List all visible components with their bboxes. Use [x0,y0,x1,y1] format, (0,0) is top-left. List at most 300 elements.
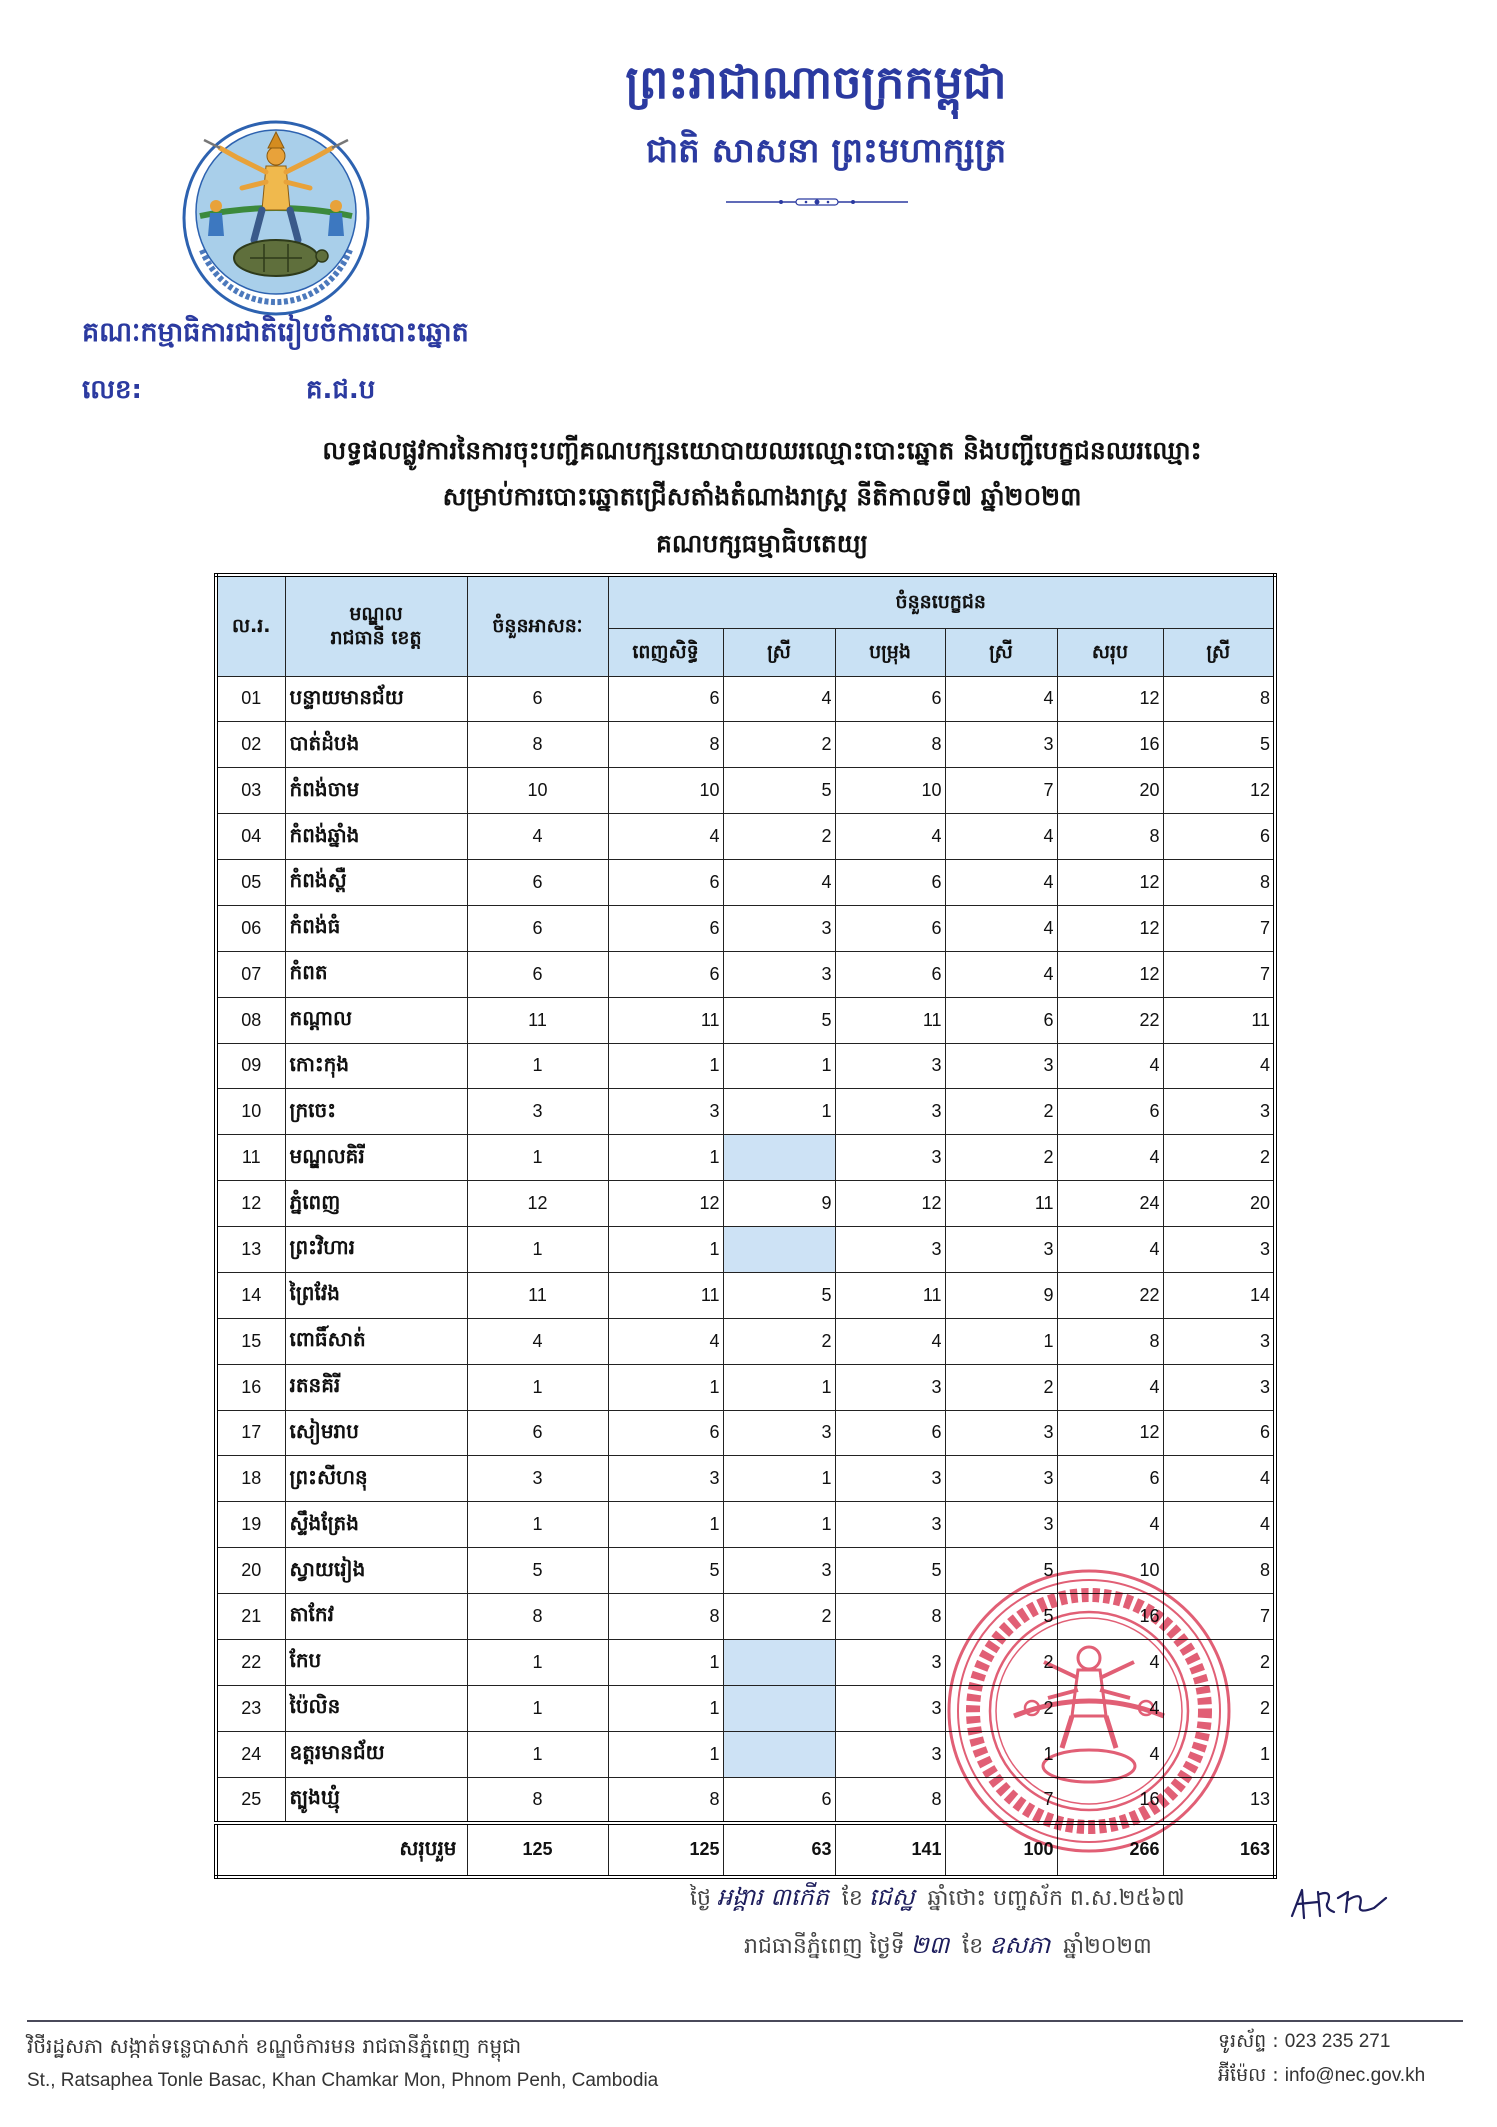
cell-total: 8 [1057,814,1163,860]
cell-reserve: 3 [835,1089,945,1135]
cell-constituency: ព្រះសីហនុ [285,1456,467,1502]
cell-reserve-female: 6 [945,997,1057,1043]
cell-full-female: 1 [723,1364,835,1410]
cell-reserve: 3 [835,1456,945,1502]
cell-full-female: 1 [723,1456,835,1502]
cell-full: 1 [608,1227,723,1273]
cell-full-female: 5 [723,997,835,1043]
table-row [216,1181,1275,1227]
cell-reserve: 6 [835,676,945,722]
cell-full: 1 [608,1502,723,1548]
cell-reserve-female: 4 [945,951,1057,997]
cell-full-female: 2 [723,814,835,860]
cell-seats: 3 [467,1089,608,1135]
cell-reserve-female: 3 [945,1227,1057,1273]
table-row [216,1227,1275,1273]
cell-seats: 6 [467,676,608,722]
lunar-year: ឆ្នាំថោះ បញ្ចស័ក ព.ស.២៥៦៧ [927,1886,1185,1911]
cell-full: 10 [608,768,723,814]
cell-full-female: 4 [723,860,835,906]
cell-constituency: កោះកុង [285,1043,467,1089]
footer-address-english: St., Ratsaphea Tonle Basac, Khan Chamkar Mon, Phnom Penh, Cambodia [27,2070,659,2091]
cell-constituency: ព្រៃវែង [285,1272,467,1318]
cell-constituency: រតនគិរី [285,1364,467,1410]
cell-total-female: 2 [1163,1135,1275,1181]
cell-reserve: 8 [835,1777,945,1823]
cell-reserve-female: 4 [945,814,1057,860]
total-full-female: 63 [723,1823,835,1877]
table-row [216,1364,1275,1410]
header-full: ពេញសិទ្ធិ [608,628,723,676]
cell-number: 25 [216,1777,285,1823]
cell-number: 19 [216,1502,285,1548]
cell-constituency: បន្ទាយមានជ័យ [285,676,467,722]
cell-full: 1 [608,1685,723,1731]
cell-total-female: 8 [1163,1548,1275,1594]
cell-total: 4 [1057,1364,1163,1410]
table-row [216,1777,1275,1823]
cell-reserve-female: 3 [945,1043,1057,1089]
header-full-female: ស្រី [723,628,835,676]
cell-total: 4 [1057,1731,1163,1777]
cell-number: 16 [216,1364,285,1410]
document-title-line2: សម្រាប់ការបោះឆ្នោតជ្រើសតាំងតំណាងរាស្ត្រ នីតិកាលទី៧ ឆ្នាំ២០២៣ [442,482,1082,511]
table-row [216,1410,1275,1456]
cell-number: 04 [216,814,285,860]
cell-total: 12 [1057,676,1163,722]
cell-seats: 1 [467,1502,608,1548]
cell-total: 10 [1057,1548,1163,1594]
cell-number: 23 [216,1685,285,1731]
header-candidates: ចំនួនបេក្ខជន [608,575,1275,628]
cell-constituency: ត្បូងឃ្មុំ [285,1777,467,1823]
signature-icon [1288,1882,1392,1926]
cell-full-female: 3 [723,905,835,951]
cell-full: 11 [608,997,723,1043]
cell-constituency: ឧត្តរមានជ័យ [285,1731,467,1777]
cell-total-female: 11 [1163,997,1275,1043]
table-row [216,1502,1275,1548]
cell-total-female: 12 [1163,768,1275,814]
cell-number: 03 [216,768,285,814]
cell-number: 11 [216,1135,285,1181]
table-row [216,951,1275,997]
footer-email [1218,2060,1425,2091]
cell-seats: 4 [467,1318,608,1364]
cell-total: 12 [1057,860,1163,906]
cell-full-female: 5 [723,768,835,814]
cell-total-female: 3 [1163,1318,1275,1364]
header-reserve-female: ស្រី [945,628,1057,676]
cell-reserve-female: 4 [945,860,1057,906]
cell-total: 12 [1057,905,1163,951]
cell-full-female: 3 [723,1410,835,1456]
header-seats: ចំនួនអាសនៈ [467,575,608,676]
cell-reserve-female: 1 [945,1318,1057,1364]
national-motto: ជាតិ សាសនា ព្រះមហាក្សត្រ [645,131,1007,171]
cell-total: 24 [1057,1181,1163,1227]
cell-constituency: ប៉ៃលិន [285,1685,467,1731]
cell-total: 12 [1057,1410,1163,1456]
cell-seats: 6 [467,905,608,951]
cell-total: 16 [1057,722,1163,768]
table-row [216,1272,1275,1318]
cell-reserve-female: 2 [945,1135,1057,1181]
table-row [216,905,1275,951]
lunar-day-prefix: ថ្ងៃ [690,1886,711,1911]
cell-constituency: កំពង់ស្ពឺ [285,860,467,906]
cell-constituency: កំពង់ធំ [285,905,467,951]
document-title-line1: លទ្ធផលផ្លូវការនៃការចុះបញ្ជីគណបក្សនយោបាយឈរឈ្មោះបោះឆ្នោត និងបញ្ជីបេក្ខជនឈរឈ្មោះ [322,436,1202,465]
cell-total-female: 3 [1163,1227,1275,1273]
cell-total-female: 6 [1163,1410,1275,1456]
cell-full-female: 1 [723,1502,835,1548]
cell-total: 4 [1057,1502,1163,1548]
cell-reserve-female: 2 [945,1364,1057,1410]
cell-number: 07 [216,951,285,997]
cell-reserve-female: 3 [945,1410,1057,1456]
cell-number: 10 [216,1089,285,1135]
cell-reserve: 3 [835,1227,945,1273]
cell-full: 1 [608,1135,723,1181]
cell-constituency: ភ្នំពេញ [285,1181,467,1227]
cell-seats: 6 [467,951,608,997]
solar-day: ២៣ [910,1931,950,1959]
cell-full-female: 4 [723,676,835,722]
cell-full: 5 [608,1548,723,1594]
lunar-month: ជេស្ឋ [868,1883,915,1911]
cell-full: 8 [608,1594,723,1640]
cell-reserve-female: 11 [945,1181,1057,1227]
cell-reserve-female: 7 [945,768,1057,814]
table-row [216,768,1275,814]
table-body [216,676,1275,1823]
total-candidates-female: 163 [1163,1823,1275,1877]
footer-address-khmer: វិថីរដ្ឋសភា សង្កាត់ទន្លេបាសាក់ ខណ្ឌចំការមន រាជធានីភ្នំពេញ កម្ពុជា [27,2034,522,2058]
cell-reserve: 6 [835,905,945,951]
cell-seats: 1 [467,1135,608,1181]
cell-reserve: 4 [835,814,945,860]
total-reserve-female: 100 [945,1823,1057,1877]
cell-reserve: 3 [835,1685,945,1731]
cell-seats: 1 [467,1043,608,1089]
cell-total-female: 1 [1163,1731,1275,1777]
cell-reserve: 8 [835,722,945,768]
place-date-prefix: រាជធានីភ្នំពេញ ថ្ងៃទី [744,1934,905,1959]
table-row [216,1043,1275,1089]
reference-code: គ.ជ.ប [306,375,376,405]
reference-label: លេខ: [82,375,142,405]
cell-reserve: 6 [835,1410,945,1456]
cell-number: 12 [216,1181,285,1227]
cell-total-female: 20 [1163,1181,1275,1227]
cell-reserve-female: 2 [945,1089,1057,1135]
total-candidates: 266 [1057,1823,1163,1877]
cell-full: 1 [608,1364,723,1410]
cell-constituency: ពោធិ៍សាត់ [285,1318,467,1364]
cell-constituency: កំពង់ឆ្នាំង [285,814,467,860]
nec-emblem-icon [180,118,372,318]
cell-full-female: 6 [723,1777,835,1823]
cell-number: 22 [216,1639,285,1685]
cell-total-female: 5 [1163,722,1275,768]
cell-seats: 10 [467,768,608,814]
cell-total-female: 3 [1163,1089,1275,1135]
cell-full: 1 [608,1043,723,1089]
cell-constituency: បាត់ដំបង [285,722,467,768]
cell-full-female: 1 [723,1089,835,1135]
cell-total-female: 8 [1163,676,1275,722]
cell-reserve: 3 [835,1502,945,1548]
cell-constituency: តាកែវ [285,1594,467,1640]
cell-number: 09 [216,1043,285,1089]
cell-seats: 1 [467,1731,608,1777]
cell-seats: 3 [467,1456,608,1502]
cell-reserve: 3 [835,1135,945,1181]
footer-divider [27,2020,1463,2022]
cell-number: 02 [216,722,285,768]
table-row [216,860,1275,906]
cell-full: 8 [608,722,723,768]
cell-reserve: 6 [835,860,945,906]
cell-full: 6 [608,676,723,722]
cell-full-female: 2 [723,722,835,768]
cell-seats: 4 [467,814,608,860]
cell-total: 6 [1057,1456,1163,1502]
cell-full-female [723,1685,835,1731]
cell-full-female: 9 [723,1181,835,1227]
phone-number: 023 235 271 [1284,2031,1391,2052]
cell-number: 24 [216,1731,285,1777]
cell-seats: 11 [467,997,608,1043]
cell-full: 6 [608,951,723,997]
cell-reserve-female: 4 [945,905,1057,951]
cell-full: 4 [608,1318,723,1364]
cell-total: 4 [1057,1639,1163,1685]
cell-total-female: 4 [1163,1043,1275,1089]
table-row [216,1685,1275,1731]
cell-constituency: ស្វាយរៀង [285,1548,467,1594]
cell-total-female: 2 [1163,1685,1275,1731]
header-constituency-line2: រាជធានី ខេត្ត [330,627,422,650]
cell-reserve: 11 [835,997,945,1043]
cell-reserve-female: 3 [945,1456,1057,1502]
total-seats: 125 [467,1823,608,1877]
cell-reserve-female: 5 [945,1594,1057,1640]
cell-full: 1 [608,1639,723,1685]
table-row [216,1456,1275,1502]
table-row [216,1548,1275,1594]
cell-total-female: 3 [1163,1364,1275,1410]
cell-seats: 8 [467,722,608,768]
header-total: សរុប [1057,628,1163,676]
cell-number: 13 [216,1227,285,1273]
table-row [216,1639,1275,1685]
table-row [216,1089,1275,1135]
cell-total: 22 [1057,997,1163,1043]
lunar-month-label: ខែ [841,1886,863,1911]
cell-seats: 5 [467,1548,608,1594]
table-row [216,1594,1275,1640]
cell-reserve-female: 2 [945,1639,1057,1685]
table-row [216,814,1275,860]
footer-phone [1218,2026,1390,2057]
cell-number: 20 [216,1548,285,1594]
cell-total-female: 7 [1163,905,1275,951]
email-label: អ៊ីម៉ែល : [1218,2064,1279,2086]
cell-number: 17 [216,1410,285,1456]
total-reserve: 141 [835,1823,945,1877]
header-row [216,575,1275,628]
lunar-day: អង្គារ ៣កើត [716,1883,829,1911]
cell-full: 3 [608,1456,723,1502]
cell-number: 08 [216,997,285,1043]
cell-total-female: 2 [1163,1639,1275,1685]
cell-number: 21 [216,1594,285,1640]
cell-total-female: 4 [1163,1502,1275,1548]
cell-total: 4 [1057,1227,1163,1273]
cell-full: 3 [608,1089,723,1135]
table-row [216,997,1275,1043]
cell-constituency: កែប [285,1639,467,1685]
cell-number: 15 [216,1318,285,1364]
party-name: គណបក្សធម្មាធិបតេយ្យ [655,529,869,558]
cell-number: 01 [216,676,285,722]
cell-full: 11 [608,1272,723,1318]
solar-year: ឆ្នាំ២០២៣ [1063,1934,1152,1959]
cell-full-female: 3 [723,951,835,997]
cell-reserve-female: 5 [945,1548,1057,1594]
table-row [216,1318,1275,1364]
cell-constituency: ស្ទឹងត្រែង [285,1502,467,1548]
cell-reserve-female: 4 [945,676,1057,722]
cell-reserve: 3 [835,1731,945,1777]
cell-reserve-female: 3 [945,722,1057,768]
cell-full: 8 [608,1777,723,1823]
cell-total: 16 [1057,1777,1163,1823]
cell-full-female: 5 [723,1272,835,1318]
cell-constituency: សៀមរាប [285,1410,467,1456]
cell-constituency: កណ្តាល [285,997,467,1043]
cell-constituency: កំពត [285,951,467,997]
lunar-date-line [690,1877,1185,1919]
total-label: សរុបរួម [216,1823,467,1877]
cell-reserve: 12 [835,1181,945,1227]
cell-seats: 8 [467,1777,608,1823]
cell-seats: 1 [467,1227,608,1273]
cell-total: 12 [1057,951,1163,997]
cell-full-female [723,1135,835,1181]
cell-total-female: 13 [1163,1777,1275,1823]
header-constituency [285,575,467,676]
cell-seats: 12 [467,1181,608,1227]
cell-full: 12 [608,1181,723,1227]
solar-month: ឧសភា [989,1931,1051,1959]
cell-reserve: 5 [835,1548,945,1594]
cell-reserve-female: 1 [945,1731,1057,1777]
total-row [216,1823,1275,1877]
cell-constituency: កំពង់ចាម [285,768,467,814]
issuer-name: គណៈកម្មាធិការជាតិរៀបចំការបោះឆ្នោត [82,317,469,348]
cell-number: 18 [216,1456,285,1502]
cell-total-female: 4 [1163,1456,1275,1502]
cell-seats: 6 [467,1410,608,1456]
cell-full: 1 [608,1731,723,1777]
cell-total: 22 [1057,1272,1163,1318]
cell-total-female: 6 [1163,814,1275,860]
cell-reserve-female: 9 [945,1272,1057,1318]
phone-label: ទូរស័ព្ទ : [1218,2030,1279,2052]
cell-full: 6 [608,905,723,951]
cell-full: 4 [608,814,723,860]
cell-reserve: 11 [835,1272,945,1318]
cell-full-female: 3 [723,1548,835,1594]
cell-full-female: 1 [723,1043,835,1089]
cell-seats: 8 [467,1594,608,1640]
cell-number: 14 [216,1272,285,1318]
cell-total: 4 [1057,1685,1163,1731]
cell-number: 05 [216,860,285,906]
cell-full-female [723,1731,835,1777]
cell-seats: 6 [467,860,608,906]
cell-total: 6 [1057,1089,1163,1135]
table-row [216,1135,1275,1181]
solar-month-label: ខែ [962,1934,984,1959]
solar-date-line [744,1925,1152,1967]
cell-total-female: 7 [1163,1594,1275,1640]
kingdom-heading: ព្រះរាជាណាចក្រកម្ពុជា [625,55,1007,109]
cell-seats: 1 [467,1364,608,1410]
total-full: 125 [608,1823,723,1877]
cell-reserve: 3 [835,1639,945,1685]
cell-reserve: 3 [835,1043,945,1089]
cell-reserve: 4 [835,1318,945,1364]
cell-total: 4 [1057,1043,1163,1089]
cell-constituency: ព្រះវិហារ [285,1227,467,1273]
cell-reserve-female: 7 [945,1777,1057,1823]
cell-seats: 11 [467,1272,608,1318]
header-reserve: បម្រុង [835,628,945,676]
cell-total-female: 8 [1163,860,1275,906]
ornament-divider-icon [726,196,908,208]
cell-total-female: 14 [1163,1272,1275,1318]
cell-reserve: 3 [835,1364,945,1410]
table-row [216,722,1275,768]
cell-reserve: 10 [835,768,945,814]
cell-full-female [723,1227,835,1273]
email-address: info@nec.gov.kh [1284,2065,1426,2086]
table-row [216,676,1275,722]
header-total-female: ស្រី [1163,628,1275,676]
cell-total: 8 [1057,1318,1163,1364]
cell-full: 6 [608,860,723,906]
cell-full-female [723,1639,835,1685]
cell-total: 16 [1057,1594,1163,1640]
table-row [216,1731,1275,1777]
cell-total: 20 [1057,768,1163,814]
cell-total-female: 7 [1163,951,1275,997]
header-constituency-line1: មណ្ឌល [349,603,403,626]
cell-reserve-female: 3 [945,1502,1057,1548]
cell-number: 06 [216,905,285,951]
cell-seats: 1 [467,1685,608,1731]
candidates-table [214,573,1277,1879]
cell-full: 6 [608,1410,723,1456]
cell-full-female: 2 [723,1318,835,1364]
cell-constituency: ក្រចេះ [285,1089,467,1135]
cell-seats: 1 [467,1639,608,1685]
cell-reserve: 6 [835,951,945,997]
